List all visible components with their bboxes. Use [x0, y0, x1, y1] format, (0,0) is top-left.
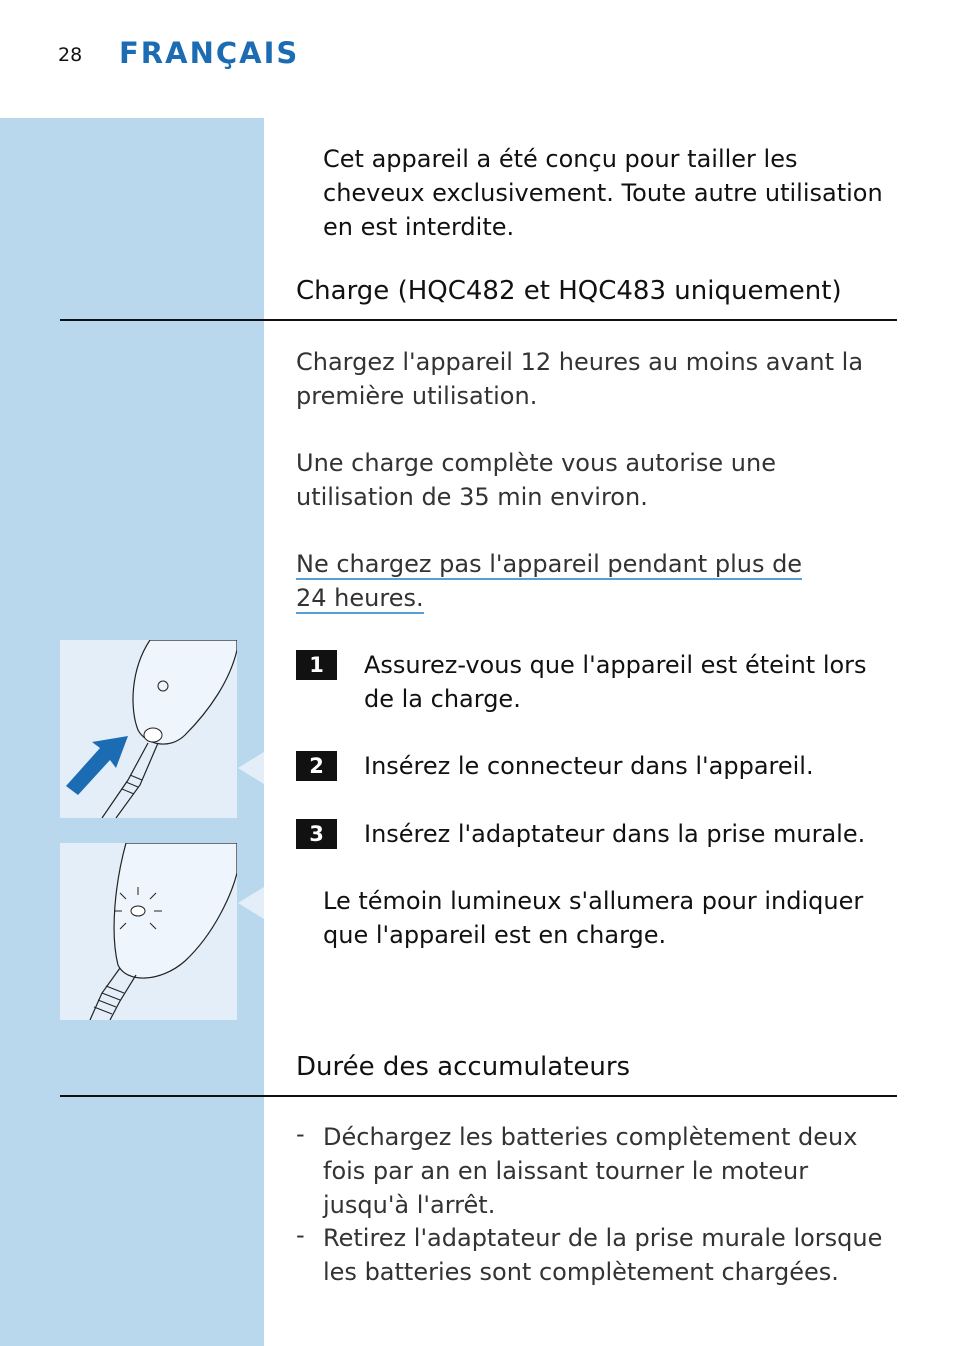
step-text-1: Assurez-vous que l'appareil est éteint lors de la charge.: [364, 651, 867, 713]
intro-paragraph: Cet appareil a été conçu pour tailler les cheveux exclusivement. Toute autre utilisation en est interdite.: [323, 145, 883, 241]
charging-light-illustration: [60, 843, 237, 1020]
appliance-light-drawing: [60, 843, 237, 1020]
appliance-connector-drawing: [60, 640, 237, 818]
bullet-dash: -: [296, 1221, 305, 1249]
charging-note: Le témoin lumineux s'allumera pour indiquer que l'appareil est en charge.: [323, 887, 864, 949]
step-number-1: 1: [296, 650, 337, 680]
warning-line-1: Ne chargez pas l'appareil pendant plus de: [296, 550, 803, 578]
section-rule: [60, 319, 897, 321]
illustration-pointer: [238, 887, 264, 919]
charge-paragraph-1: Chargez l'appareil 12 heures au moins avant la première utilisation.: [296, 348, 864, 410]
battery-bullet-1: Déchargez les batteries complètement deux fois par an en laissant tourner le moteur jusqu'à l'arrêt.: [323, 1123, 858, 1219]
step-number-3: 3: [296, 819, 337, 849]
charge-paragraph-2: Une charge complète vous autorise une utilisation de 35 min environ.: [296, 449, 776, 511]
step-text-3: Insérez l'adaptateur dans la prise murale.: [364, 820, 866, 848]
language-heading: FRANÇAIS: [119, 36, 300, 70]
page-number: 28: [58, 44, 83, 66]
charge-section-title: Charge (HQC482 et HQC483 uniquement): [296, 276, 842, 306]
charge-warning: [296, 547, 901, 615]
section-rule: [60, 1095, 897, 1097]
connector-insert-illustration: [60, 640, 237, 818]
warning-line-2: 24 heures.: [296, 584, 424, 612]
bullet-dash: -: [296, 1120, 305, 1148]
batteries-section-title: Durée des accumulateurs: [296, 1052, 631, 1082]
step-number-2: 2: [296, 751, 337, 781]
illustration-pointer: [238, 752, 264, 784]
step-text-2: Insérez le connecteur dans l'appareil.: [364, 752, 814, 780]
battery-bullet-2: Retirez l'adaptateur de la prise murale lorsque les batteries sont complètement chargées.: [323, 1224, 883, 1286]
